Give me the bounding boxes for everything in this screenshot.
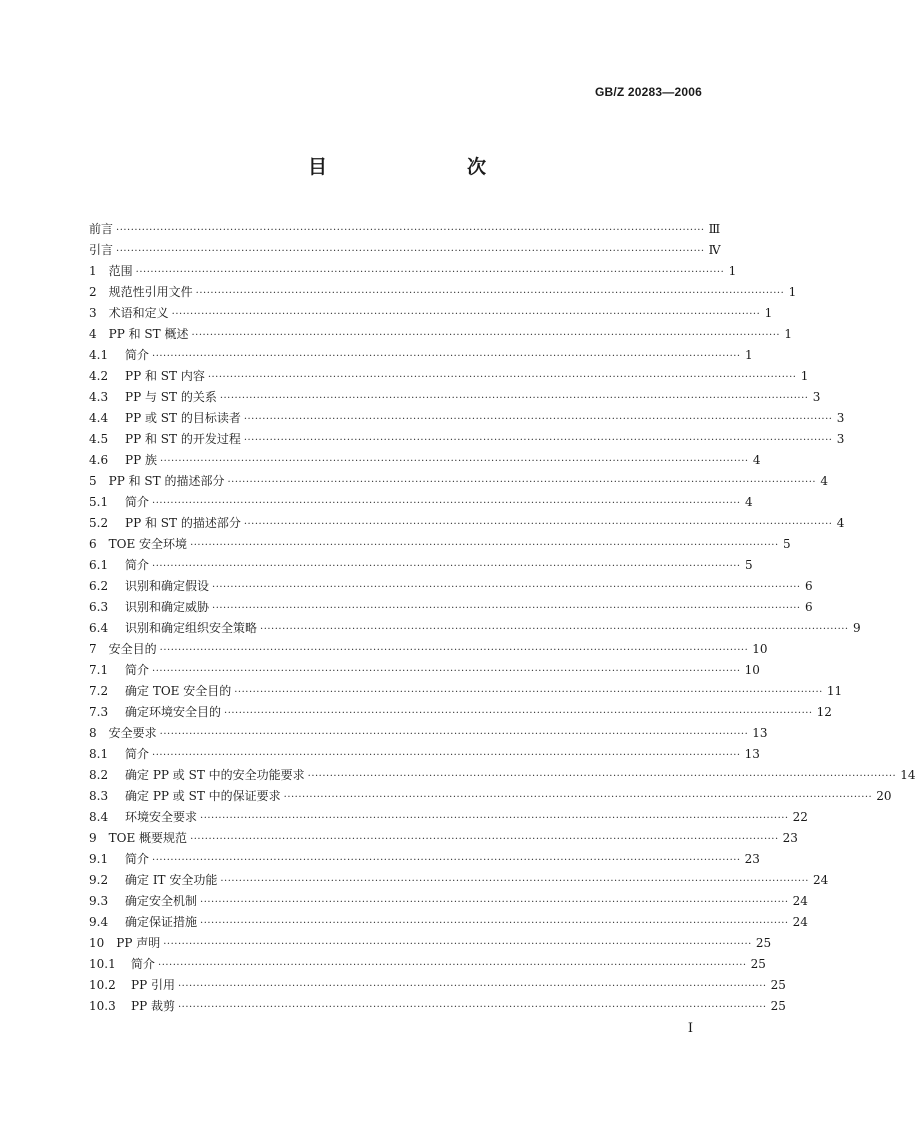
toc-entry[interactable] [89, 345, 753, 366]
toc-entry-number: 8.1 [89, 747, 109, 761]
toc-entry-title: 简介 [125, 495, 150, 509]
toc-entry-title: PP 裁剪 [131, 999, 175, 1013]
toc-entry[interactable] [89, 954, 766, 975]
toc-entry-page: 10 [744, 663, 760, 677]
toc-entry-number: 7 [89, 642, 97, 656]
toc-entry-page: 24 [812, 873, 829, 887]
toc-entry[interactable] [89, 366, 809, 387]
dot-leader: ································································································································································ [152, 561, 741, 572]
toc-entry-number: 6.3 [89, 600, 109, 614]
toc-entry-page: 24 [792, 915, 808, 929]
toc-entry-number: 7.3 [89, 705, 109, 719]
toc-entry-number: 4.5 [89, 432, 109, 446]
dot-leader: ································································································································································ [177, 981, 767, 992]
toc-entry-page: 1 [764, 306, 773, 320]
toc-entry[interactable] [89, 702, 832, 723]
toc-entry-title: 引言 [89, 243, 114, 257]
toc-entry-page: 9 [852, 621, 861, 635]
dot-leader: ································································································································································ [152, 351, 741, 362]
dot-leader: ································································································································································ [190, 834, 779, 845]
toc-entry-number: 10.1 [89, 957, 116, 971]
toc-entry-title: 确定 IT 安全功能 [125, 873, 218, 887]
toc-entry[interactable] [89, 744, 760, 765]
page-number: I [687, 1021, 693, 1036]
toc-entry-title: 前言 [89, 222, 114, 236]
toc-entry-title: TOE 安全环境 [108, 537, 188, 551]
standard-code: GB/Z 20283—2006 [594, 85, 702, 99]
toc-entry-number: 2 [89, 285, 97, 299]
toc-entry-number: 9.1 [89, 852, 109, 866]
dot-leader: ································································································································································ [152, 498, 741, 509]
toc-entry-title: 简介 [125, 663, 150, 677]
toc-entry-title: 术语和定义 [108, 306, 169, 320]
toc-entry-number: 5.1 [89, 495, 109, 509]
toc-entry-page: 6 [804, 579, 813, 593]
toc-entry-title: PP 与 ST 的关系 [125, 390, 217, 404]
toc-entry[interactable] [89, 933, 772, 954]
toc-entry[interactable] [89, 681, 843, 702]
toc-entry-number: 9.3 [89, 894, 109, 908]
toc-entry-title: 识别和确定组织安全策略 [125, 621, 258, 635]
toc-entry-page: 5 [744, 558, 753, 572]
toc-entry-title: 简介 [125, 348, 150, 362]
toc-entry-title: 确定保证措施 [125, 915, 198, 929]
toc-entry-title: 环境安全要求 [125, 810, 198, 824]
toc-entry-number: 4.2 [89, 369, 109, 383]
dot-leader: ································································································································································ [212, 603, 801, 614]
toc-entry[interactable] [89, 513, 845, 534]
toc-entry[interactable] [89, 429, 845, 450]
toc-entry-title: 安全要求 [108, 726, 157, 740]
toc-entry-page: 6 [804, 600, 813, 614]
dot-leader: ································································································································································ [243, 435, 833, 446]
toc-entry-page: 25 [750, 957, 766, 971]
toc-entry-page: 25 [770, 978, 786, 992]
dot-leader: ································································································································································ [152, 750, 741, 761]
toc-entry-title: 确定 PP 或 ST 中的安全功能要求 [125, 768, 305, 782]
toc-entry-page: 14 [900, 768, 916, 782]
dot-leader: ································································································································································ [191, 330, 781, 341]
dot-leader: ································································································································································ [190, 540, 779, 551]
page-title: 目 次 [307, 156, 520, 178]
toc-entry-title: 范围 [108, 264, 133, 278]
toc-entry-title: PP 和 ST 的描述部分 [125, 516, 241, 530]
toc-entry[interactable] [89, 282, 797, 303]
toc-entry-title: 识别和确定假设 [125, 579, 210, 593]
toc-entry[interactable] [89, 597, 813, 618]
toc-entry[interactable] [89, 303, 773, 324]
dot-leader: ································································································································································ [307, 771, 897, 782]
dot-leader: ································································································································································ [200, 813, 789, 824]
dot-leader: ································································································································································ [207, 372, 797, 383]
toc-entry-number: 7.1 [89, 663, 109, 677]
toc-entry-title: PP 和 ST 内容 [125, 369, 205, 383]
toc-entry-page: 22 [792, 810, 808, 824]
dot-leader: ································································································································································ [195, 288, 785, 299]
dot-leader: ································································································································································ [159, 729, 749, 740]
dot-leader: ································································································································································ [159, 456, 749, 467]
toc-entry-number: 7.2 [89, 684, 109, 698]
toc-entry-number: 8.2 [89, 768, 109, 782]
dot-leader: ································································································································································ [152, 855, 741, 866]
toc-entry-title: 确定 TOE 安全目的 [125, 684, 232, 698]
toc-entry-title: PP 和 ST 的开发过程 [125, 432, 241, 446]
toc-entry-page: 1 [728, 264, 737, 278]
dot-leader: ································································································································································ [200, 918, 789, 929]
toc-entry[interactable] [89, 387, 821, 408]
toc-entry-page: 3 [836, 432, 845, 446]
toc-entry[interactable] [89, 492, 753, 513]
toc-entry-title: PP 族 [125, 453, 157, 467]
dot-leader: ································································································································································ [283, 792, 873, 803]
toc-entry[interactable] [89, 219, 721, 240]
dot-leader: ································································································································································ [224, 708, 813, 719]
toc-entry-title: 简介 [125, 558, 150, 572]
dot-leader: ································································································································································ [177, 1002, 767, 1013]
toc-entry-title: PP 引用 [131, 978, 175, 992]
toc-entry-title: PP 声明 [116, 936, 161, 950]
toc-entry-title: 确定安全机制 [125, 894, 198, 908]
toc-entry[interactable] [89, 786, 892, 807]
toc-entry[interactable] [89, 891, 808, 912]
toc-entry-number: 9.2 [89, 873, 109, 887]
toc-entry-page: 13 [744, 747, 760, 761]
toc-entry-title: 规范性引用文件 [108, 285, 193, 299]
toc-entry-page: 24 [792, 894, 808, 908]
dot-leader: ································································································································································ [212, 582, 801, 593]
toc-entry-page: 12 [816, 705, 832, 719]
toc-entry[interactable] [89, 870, 829, 891]
toc-entry-title: TOE 概要规范 [108, 831, 188, 845]
dot-leader: ································································································································································ [158, 960, 747, 971]
toc-entry[interactable] [89, 996, 786, 1017]
toc-entry-page: 11 [826, 684, 843, 698]
toc-entry[interactable] [89, 324, 793, 345]
toc-entry[interactable] [89, 807, 808, 828]
toc-entry[interactable] [89, 723, 768, 744]
toc-entry[interactable] [89, 618, 861, 639]
toc-entry-number: 5 [89, 474, 97, 488]
toc-entry[interactable] [89, 450, 761, 471]
dot-leader: ································································································································································ [219, 393, 809, 404]
dot-leader: ································································································································································ [135, 267, 725, 278]
toc-entry-title: PP 和 ST 概述 [108, 327, 189, 341]
toc-entry[interactable] [89, 828, 798, 849]
toc-entry-number: 5.2 [89, 516, 109, 530]
toc-entry-number: 8.4 [89, 810, 109, 824]
toc-entry-title: 确定 PP 或 ST 中的保证要求 [125, 789, 281, 803]
dot-leader: ································································································································································ [159, 645, 749, 656]
toc-entry-number: 10 [89, 936, 105, 950]
toc-entry-number: 10.3 [89, 999, 116, 1013]
toc-entry-title: PP 和 ST 的描述部分 [108, 474, 225, 488]
toc-entry[interactable] [89, 576, 813, 597]
toc-entry-page: 13 [752, 726, 768, 740]
dot-leader: ································································································································································ [260, 624, 849, 635]
toc-entry-number: 6.2 [89, 579, 109, 593]
toc-entry-page: 20 [876, 789, 892, 803]
toc-entry-number: 3 [89, 306, 97, 320]
toc-entry-title: 简介 [125, 852, 150, 866]
toc-entry-number: 8.3 [89, 789, 109, 803]
dot-leader: ································································································································································ [116, 225, 705, 236]
dot-leader: ································································································································································ [116, 246, 705, 257]
toc-entry-number: 9.4 [89, 915, 109, 929]
toc-entry[interactable] [89, 261, 737, 282]
toc-entry[interactable] [89, 471, 829, 492]
toc-entry[interactable] [89, 639, 768, 660]
dot-leader: ································································································································································ [171, 309, 761, 320]
toc-entry-page: 5 [783, 537, 791, 551]
toc-entry[interactable] [89, 765, 916, 786]
toc-entry-page: 25 [755, 936, 772, 950]
toc-entry-page: 10 [752, 642, 768, 656]
toc-entry-number: 10.2 [89, 978, 116, 992]
toc-entry[interactable] [89, 555, 753, 576]
toc-entry-page: 4 [752, 453, 761, 467]
toc-entry-page: 25 [770, 999, 786, 1013]
dot-leader: ································································································································································ [243, 519, 833, 530]
toc-entry-page: 4 [744, 495, 753, 509]
toc-entry[interactable] [89, 408, 845, 429]
toc-entry-page: 4 [820, 474, 829, 488]
toc-entry[interactable] [89, 660, 760, 681]
toc-entry-number: 4.4 [89, 411, 109, 425]
toc-entry-page: 23 [782, 831, 798, 845]
toc-entry-title: 安全目的 [108, 642, 157, 656]
toc-entry-page: Ⅳ [708, 243, 721, 257]
toc-entry-number: 6.4 [89, 621, 109, 635]
toc-entry-number: 4.3 [89, 390, 109, 404]
dot-leader: ································································································································································ [234, 687, 823, 698]
toc-entry-page: 3 [836, 411, 845, 425]
toc-entry-title: 确定环境安全目的 [125, 705, 222, 719]
toc-entry-number: 9 [89, 831, 97, 845]
toc-entry-title: PP 或 ST 的目标读者 [125, 411, 241, 425]
toc-entry-page: 23 [744, 852, 760, 866]
toc-entry-number: 8 [89, 726, 97, 740]
dot-leader: ································································································································································ [227, 477, 817, 488]
dot-leader: ································································································································································ [163, 939, 752, 950]
dot-leader: ································································································································································ [152, 666, 741, 677]
toc-entry-page: 1 [784, 327, 793, 341]
toc-entry-number: 4.6 [89, 453, 109, 467]
table-of-contents [89, 219, 916, 1017]
toc-entry-page: 1 [744, 348, 753, 362]
dot-leader: ································································································································································ [220, 876, 809, 887]
toc-entry-page: 4 [836, 516, 845, 530]
toc-entry-title: 简介 [125, 747, 150, 761]
toc-entry[interactable] [89, 240, 721, 261]
toc-entry-number: 1 [89, 264, 97, 278]
toc-entry-title: 简介 [131, 957, 156, 971]
dot-leader: ································································································································································ [200, 897, 789, 908]
dot-leader: ································································································································································ [243, 414, 833, 425]
toc-entry[interactable] [89, 849, 760, 870]
toc-entry-number: 4.1 [89, 348, 109, 362]
toc-entry-page: 1 [788, 285, 797, 299]
toc-entry-number: 4 [89, 327, 97, 341]
toc-entry-title: 识别和确定威胁 [125, 600, 210, 614]
toc-entry-page: Ⅲ [708, 222, 721, 236]
toc-entry-page: 1 [800, 369, 809, 383]
toc-entry[interactable] [89, 975, 786, 996]
toc-entry[interactable] [89, 534, 791, 555]
toc-entry-number: 6.1 [89, 558, 109, 572]
toc-entry-number: 6 [89, 537, 97, 551]
toc-entry[interactable] [89, 912, 808, 933]
toc-entry-page: 3 [812, 390, 821, 404]
